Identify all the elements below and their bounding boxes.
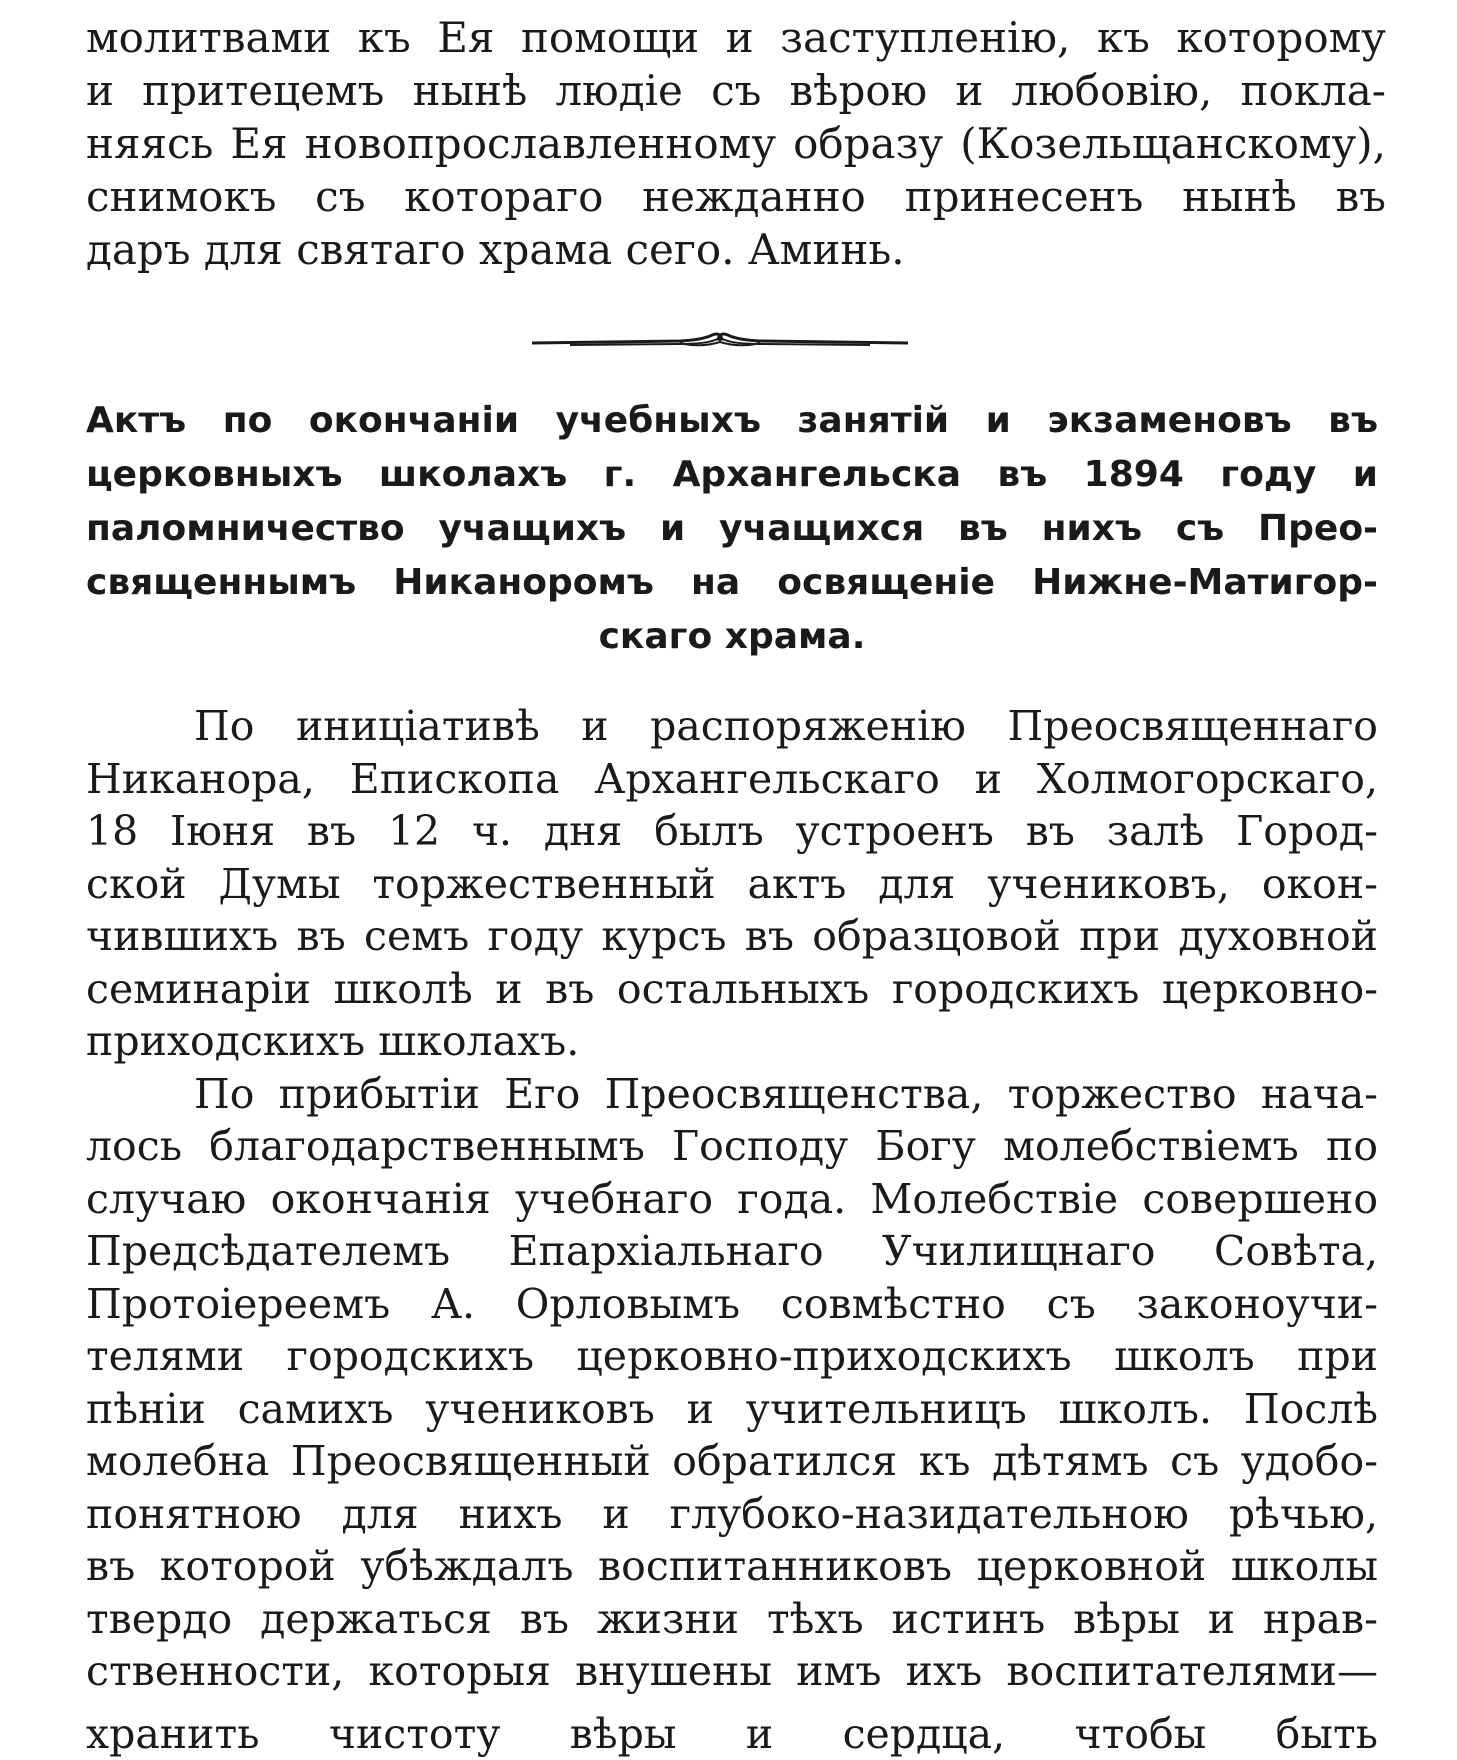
text-line: телями городскихъ церковно-приходскихъ школъ при [86,1332,1378,1380]
text-line: семинаріи школѣ и въ остальныхъ городскихъ церковно- [86,964,1378,1013]
text-line: снимокъ съ котораго нежданно принесенъ нынѣ въ [86,172,1386,221]
text-line: даръ для святаго храма сего. Аминь. [86,225,905,274]
heading-line: скаго храма. [598,616,866,657]
text-line: Протоіереемъ А. Орловымъ совмѣстно съ законоучи- [86,1279,1378,1328]
text-line: По прибытіи Его Преосвященства, торжество нача- [194,1069,1378,1118]
text-line: ственности, которыя внушены имъ ихъ воспитателями— [86,1647,1378,1695]
decorative-divider-icon [530,326,910,356]
text-line: Никанора, Епископа Архангельскаго и Холмогорскаго, [86,754,1378,803]
text-line: 18 Іюня въ 12 ч. дня былъ устроенъ въ залѣ Город- [86,807,1378,855]
paragraph [86,1068,1378,1698]
cutoff-line-container [86,1710,1378,1758]
text-line: По иниціативѣ и распоряженію Преосвященнаго [194,702,1378,750]
heading-line: священнымъ Никаноромъ на освященіе Нижне-Матигор- [86,562,1378,603]
intro-paragraph [86,11,1386,276]
text-line: чившихъ въ семъ году курсъ въ образцовой при духовной [86,912,1378,960]
text-line: твердо держаться въ жизни тѣхъ истинъ вѣры и нрав- [86,1594,1378,1643]
section-heading [86,394,1378,664]
text-line: ской Думы торжественный актъ для учениковъ, окон- [86,859,1378,908]
text-line: пѣніи самихъ учениковъ и учительницъ школъ. Послѣ [86,1384,1378,1433]
text-line-cutoff: хранить чистоту вѣры и сердца, чтобы быть [86,1710,1378,1758]
text-line: въ которой убѣждалъ воспитанниковъ церковной школы [86,1542,1378,1590]
text-line: Предсѣдателемъ Епархіальнаго Училищнаго Совѣта, [86,1227,1378,1275]
heading-line: церковныхъ школахъ г. Архангельска въ 1894 году и [86,454,1378,495]
text-line: лось благодарственнымъ Господу Богу молебствіемъ по [86,1122,1378,1170]
text-line: понятною для нихъ и глубоко-назидательною рѣчью, [86,1489,1378,1538]
text-line: и притецемъ нынѣ людіе съ вѣрою и любовію, покла- [86,66,1386,115]
text-line: случаю окончанія учебнаго года. Молебствіе совершено [86,1174,1378,1223]
text-line: приходскихъ школахъ. [86,1017,580,1065]
text-line: няясь Ея новопрославленному образу (Козельщанскому), [86,119,1386,168]
body-text [86,700,1378,1698]
paragraph [86,700,1378,1068]
text-line: молитвами къ Ея помощи и заступленію, къ которому [86,13,1386,62]
heading-line: паломничество учащихъ и учащихся въ нихъ съ Прео- [86,508,1378,549]
heading-line: Актъ по окончаніи учебныхъ занятій и экзаменовъ въ [86,400,1378,441]
text-line: молебна Преосвященный обратился къ дѣтямъ съ удобо- [86,1437,1378,1485]
